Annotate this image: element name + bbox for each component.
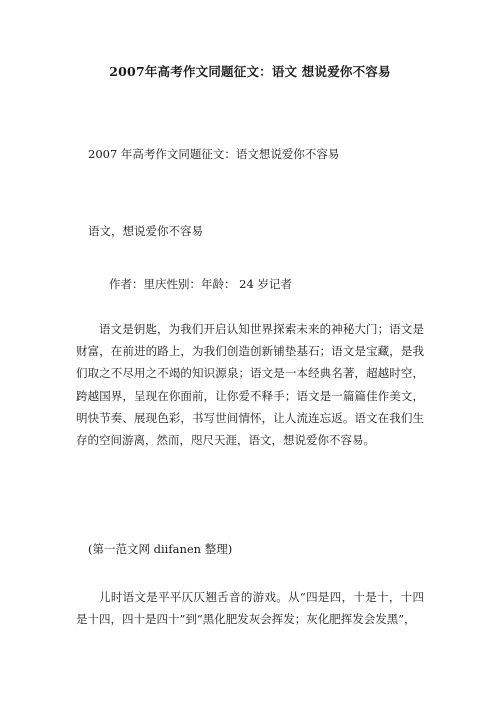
body-paragraph: 儿时语文是平平仄仄翘舌音的游戏。从“四是四，十是十，十四是十四，四十是四十”到“黑化肥发灰会挥发；灰化肥挥发会发黑”， [76, 590, 424, 627]
source-note: (第一范文网 diifanen 整理) [88, 542, 233, 556]
document-subtitle: 2007 年高考作文同题征文：语文想说爱你不容易 [88, 147, 340, 161]
document-title: 2007年高考作文同题征文：语文 想说爱你不容易 [109, 64, 391, 79]
section-heading: 语文，想说爱你不容易 [88, 224, 203, 238]
body-paragraph: 语文是钥匙，为我们开启认知世界探索未来的神秘大门；语文是财富，在前进的路上，为我们创造创新铺垫基石；语文是宝藏，是我们取之不尽用之不竭的知识源泉；语文是一本经典名著，超越时空，跨越国界，呈现在你面前，让你爱不释手；语文是一篇篇佳作美文，明快节奏、展现色彩，书写世间情怀，让人流连忘返。语文在我们生存的空间游离，然而，咫尺天涯，语文，想说爱你不容易。 [76, 322, 424, 448]
author-line: 作者：里庆性别：年龄： 24 岁记者 [109, 277, 292, 291]
